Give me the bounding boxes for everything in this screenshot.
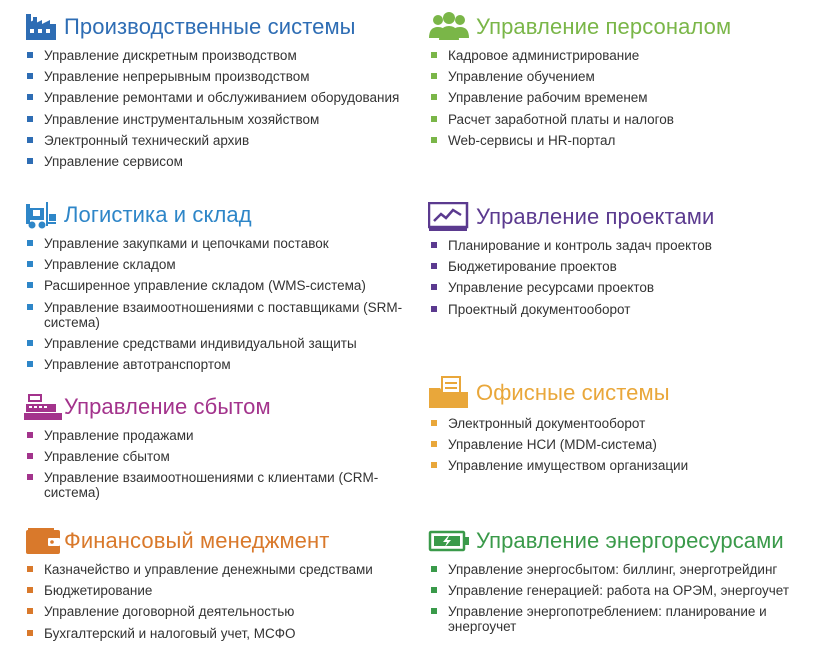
list-item-text: Управление инструментальным хозяйством	[44, 111, 320, 127]
list-item-text: Бухгалтерский и налоговый учет, МСФО	[44, 625, 296, 641]
bullet-square-icon	[27, 116, 33, 122]
list-item	[428, 583, 828, 598]
bullet-square-icon	[27, 432, 33, 438]
list-item-text: Управление договорной деятельностью	[44, 604, 295, 620]
list-item-text: Управление энергопотреблением: планирование и энергоучет	[448, 604, 767, 635]
list-item	[428, 112, 808, 127]
bullet-square-icon	[431, 52, 437, 58]
list-item	[24, 604, 404, 619]
list-item	[428, 562, 828, 577]
list-item-text: Электронный документооборот	[448, 416, 646, 431]
bullet-square-icon	[27, 566, 33, 572]
list-item-text: Управление рабочим временем	[448, 90, 648, 106]
list-item-text: Управление НСИ (MDM-система)	[448, 437, 657, 453]
list-item-text: Управление ремонтами и обслуживанием оборудования	[44, 90, 400, 106]
list-item	[428, 302, 818, 317]
list-item	[24, 278, 414, 293]
bullet-square-icon	[27, 304, 33, 310]
list-item-text: Управление энергосбытом: биллинг, энерготрейдинг	[448, 562, 778, 577]
section-projects	[428, 200, 818, 323]
bullet-square-icon	[27, 630, 33, 636]
item-list	[24, 48, 404, 169]
people-group-icon	[428, 12, 476, 42]
bullet-square-icon	[27, 94, 33, 100]
list-item	[428, 48, 808, 63]
list-item-text: Управление сервисом	[44, 153, 183, 169]
item-list	[428, 562, 828, 634]
list-item	[24, 257, 414, 272]
list-item-text: Управление взаимоотношениями с поставщиками (SRM-система)	[44, 299, 403, 330]
list-item	[24, 470, 404, 500]
bullet-square-icon	[431, 306, 437, 312]
battery-icon	[428, 526, 476, 556]
list-item-text: Управление автотранспортом	[44, 356, 231, 372]
list-item-text: Проектный документооборот	[448, 301, 631, 317]
section-title: Управление энергоресурсами	[476, 528, 784, 553]
list-item-text: Управление имуществом организации	[448, 458, 689, 474]
bullet-square-icon	[27, 137, 33, 143]
section-header	[428, 200, 818, 234]
list-item	[428, 458, 808, 473]
bullet-square-icon	[27, 587, 33, 593]
bullet-square-icon	[27, 340, 33, 346]
bullet-square-icon	[27, 158, 33, 164]
list-item-text: Расширенное управление складом (WMS-система)	[44, 278, 366, 294]
bullet-square-icon	[27, 52, 33, 58]
item-list	[24, 428, 404, 500]
section-title: Финансовый менеджмент	[64, 528, 330, 553]
list-item	[24, 236, 414, 251]
bullet-square-icon	[431, 263, 437, 269]
list-item-text: Управление продажами	[44, 428, 194, 443]
list-item	[428, 416, 808, 431]
list-item-text: Управление средствами индивидуальной защиты	[44, 335, 357, 351]
folder-document-icon	[428, 376, 476, 410]
list-item	[24, 428, 404, 443]
list-item	[428, 280, 818, 295]
list-item	[24, 357, 414, 372]
list-item-text: Управление ресурсами проектов	[448, 280, 655, 296]
bullet-square-icon	[431, 587, 437, 593]
item-list	[24, 236, 414, 372]
cash-register-icon	[24, 392, 64, 422]
item-list	[428, 416, 808, 473]
list-item	[428, 238, 818, 253]
list-item-text: Бюджетирование проектов	[448, 259, 617, 275]
list-item-text: Управление непрерывным производством	[44, 69, 310, 85]
bullet-square-icon	[27, 608, 33, 614]
list-item-text: Управление закупками и цепочками поставок	[44, 236, 329, 251]
bullet-square-icon	[27, 261, 33, 267]
section-title: Офисные системы	[476, 380, 670, 405]
list-item	[24, 112, 404, 127]
list-item	[24, 90, 404, 105]
item-list	[428, 238, 818, 317]
section-header	[428, 524, 828, 558]
bullet-square-icon	[431, 137, 437, 143]
list-item	[24, 300, 414, 330]
list-item-text: Управление дискретным производством	[44, 48, 297, 63]
section-title: Производственные системы	[64, 14, 356, 39]
bullet-square-icon	[27, 240, 33, 246]
list-item-text: Управление сбытом	[44, 449, 170, 465]
list-item-text: Управление складом	[44, 257, 176, 273]
section-office	[428, 374, 808, 480]
section-energy	[428, 524, 828, 641]
section-header	[24, 524, 404, 558]
list-item-text: Web-сервисы и HR-портал	[448, 132, 616, 148]
section-header	[24, 198, 414, 232]
bullet-square-icon	[27, 73, 33, 79]
section-title: Управление сбытом	[64, 394, 271, 419]
section-production	[24, 10, 404, 175]
bullet-square-icon	[27, 282, 33, 288]
list-item	[428, 437, 808, 452]
item-list	[428, 48, 808, 148]
list-item	[24, 48, 404, 63]
list-item-text: Планирование и контроль задач проектов	[448, 238, 712, 253]
list-item	[24, 336, 414, 351]
section-personnel	[428, 10, 808, 154]
section-header	[428, 374, 808, 412]
list-item	[428, 259, 818, 274]
list-item	[428, 90, 808, 105]
list-item	[24, 69, 404, 84]
list-item	[24, 583, 404, 598]
item-list	[24, 562, 404, 641]
list-item-text: Управление взаимоотношениями с клиентами (CRM-система)	[44, 470, 379, 501]
list-item-text: Электронный технический архив	[44, 132, 250, 148]
bullet-square-icon	[27, 361, 33, 367]
list-item	[428, 69, 808, 84]
list-item	[24, 154, 404, 169]
bullet-square-icon	[431, 420, 437, 426]
list-item	[24, 562, 404, 577]
bullet-square-icon	[431, 242, 437, 248]
list-item-text: Казначейство и управление денежными средствами	[44, 562, 373, 577]
list-item	[24, 626, 404, 641]
bullet-square-icon	[431, 73, 437, 79]
forklift-icon	[24, 200, 64, 230]
section-title: Логистика и склад	[64, 202, 252, 227]
section-sales	[24, 390, 404, 507]
section-header	[428, 10, 808, 44]
section-header	[24, 10, 404, 44]
bullet-square-icon	[431, 94, 437, 100]
wallet-icon	[24, 526, 64, 556]
bullet-square-icon	[431, 462, 437, 468]
list-item	[24, 133, 404, 148]
list-item-text: Управление обучением	[448, 69, 595, 85]
bullet-square-icon	[431, 116, 437, 122]
section-title: Управление персоналом	[476, 14, 732, 39]
bullet-square-icon	[27, 453, 33, 459]
section-finance	[24, 524, 404, 647]
list-item-text: Бюджетирование	[44, 583, 153, 599]
section-title: Управление проектами	[476, 204, 715, 229]
list-item	[24, 449, 404, 464]
bullet-square-icon	[27, 474, 33, 480]
bullet-square-icon	[431, 608, 437, 614]
line-chart-icon	[428, 202, 476, 232]
bullet-square-icon	[431, 566, 437, 572]
bullet-square-icon	[431, 441, 437, 447]
bullet-square-icon	[431, 284, 437, 290]
list-item-text: Расчет заработной платы и налогов	[448, 111, 674, 127]
list-item	[428, 604, 828, 634]
list-item-text: Кадровое администрирование	[448, 48, 640, 63]
section-logistics	[24, 198, 414, 378]
section-header	[24, 390, 404, 424]
factory-icon	[24, 12, 64, 42]
list-item	[428, 133, 808, 148]
list-item-text: Управление генерацией: работа на ОРЭМ, энергоучет	[448, 583, 790, 599]
